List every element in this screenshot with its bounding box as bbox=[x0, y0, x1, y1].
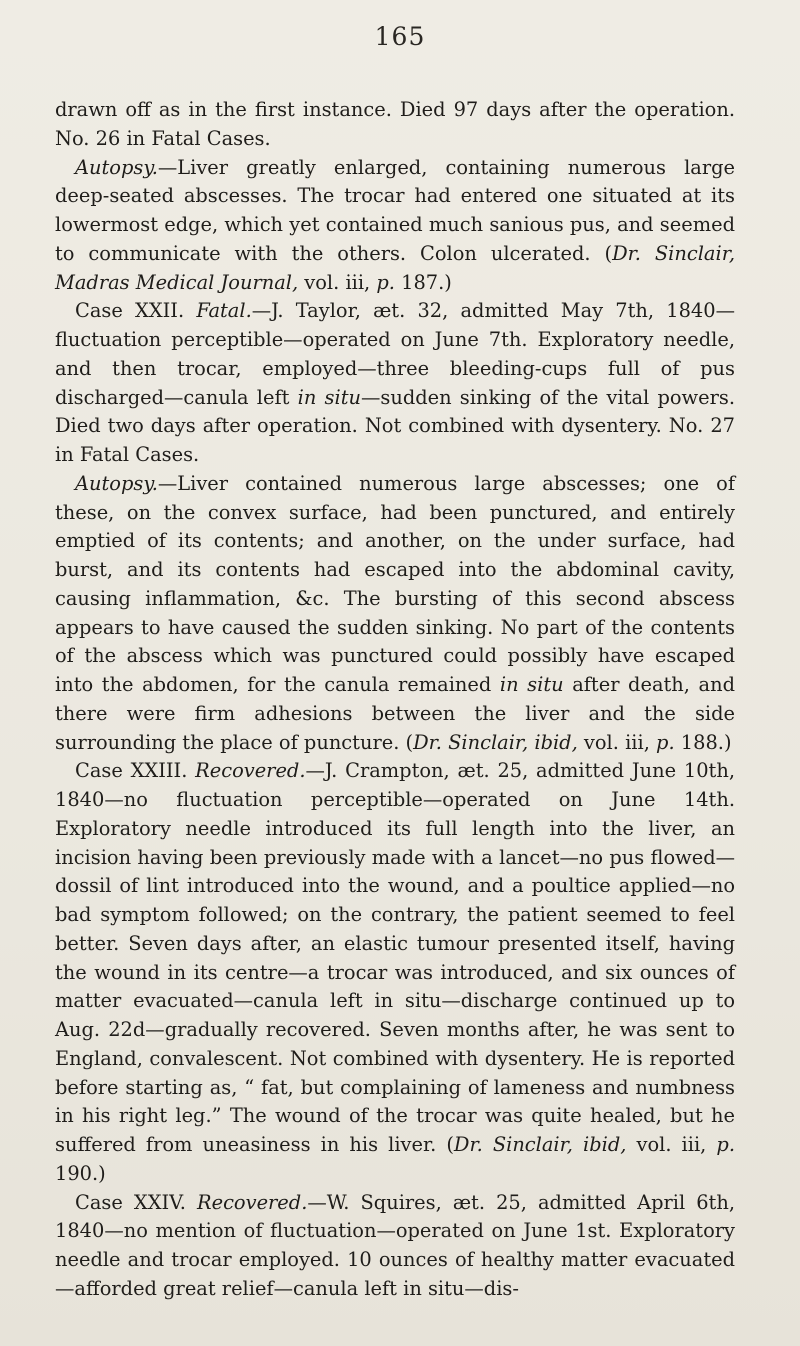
text-run: —sudden sinking of the vital powers. Died two days after operation. Not combined with dysentery. No. 27 in Fatal Cases. bbox=[55, 385, 735, 466]
text-run: —Liver greatly enlarged, containing numerous large deep-seated abscesses. The trocar had entered one situated at its lowermost edge, which yet contained much sanious pus, and seemed to communicate with the others. Colon ulcerated. ( bbox=[55, 155, 735, 265]
text-run: drawn off as in the first instance. Died 97 days after the operation. No. 26 in Fatal Cases. bbox=[55, 98, 735, 150]
italic-text-run: in situ bbox=[499, 673, 564, 696]
text-run: —J. Taylor, æt. 32, admitted May 7th, 1840—fluctuation perceptible—operated on June 7th. Exploratory needle, and then trocar, employed—three bleeding-cups full of pus discharged—canula left bbox=[55, 299, 735, 409]
body-text bbox=[55, 96, 735, 1304]
italic-text-run: p. bbox=[716, 1133, 735, 1156]
paragraph-autopsy-case-21 bbox=[55, 154, 735, 298]
paragraph-autopsy-case-22 bbox=[55, 470, 735, 758]
italic-text-run: p. bbox=[656, 730, 675, 754]
italic-text-run: Dr. Sinclair, ibid, bbox=[413, 730, 578, 754]
paragraph-continuation bbox=[55, 96, 735, 154]
paragraph-case-24 bbox=[55, 1189, 735, 1304]
page-number: 165 bbox=[374, 22, 426, 51]
italic-text-run: p. bbox=[376, 270, 395, 294]
text-run: Case XXII. bbox=[75, 299, 197, 323]
paragraph-case-23 bbox=[55, 757, 735, 1188]
text-run: Case XXIV. bbox=[75, 1190, 197, 1214]
text-run: 188.) bbox=[674, 730, 732, 754]
italic-text-run: Dr. Sinclair, ibid, bbox=[453, 1133, 627, 1156]
text-run: Case XXIII. bbox=[75, 759, 196, 783]
paragraph-case-22 bbox=[55, 297, 735, 470]
italic-text-run: Fatal. bbox=[196, 299, 252, 323]
text-run: 190.) bbox=[55, 1161, 106, 1185]
text-run: 187.) bbox=[394, 270, 452, 294]
text-run: vol. iii, bbox=[577, 730, 657, 754]
text-run: —J. Crampton, æt. 25, admitted June 10th, 1840—no fluctuation perceptible—operated on June 14th. Exploratory needle introduced its full length into the liver, an incision having been previously made with a lancet—no pus flowed—dossil of lint introduced into the wound, and a poultice applied—no bad symptom followed; on the contrary, the patient seemed to feel better. Seven days after, an elastic tumour presented itself, having the wound in its centre—a trocar was introduced, and six ounces of matter evacuated—canula left in situ—discharge continued up to Aug. 22d—gradually recovered. Seven months after, he was sent to England, convalescent. Not combined with dysentery. He is reported before starting as, “ fat, but complaining of lameness and numbness in his right leg.” The wound of the trocar was quite healed, but he suffered from uneasiness in his liver. ( bbox=[55, 759, 735, 1156]
italic-text-run: Dr. Sinclair, Madras Medical Journal, bbox=[55, 241, 735, 294]
italic-text-run: Autopsy. bbox=[75, 155, 158, 179]
text-run: vol. iii, bbox=[626, 1133, 717, 1156]
text-run: —W. Squires, æt. 25, admitted April 6th, 1840—no mention of fluctuation—operated on June 1st. Exploratory needle and trocar employed. 10 ounces of healthy matter evacuated—afforded great relief—canula left in situ—dis- bbox=[55, 1190, 735, 1300]
italic-text-run: Recovered. bbox=[197, 1190, 308, 1214]
text-run: after death, and there were firm adhesions between the liver and the side surrounding the place of puncture. ( bbox=[55, 673, 735, 754]
italic-text-run: in situ bbox=[297, 385, 361, 409]
text-run: vol. iii, bbox=[298, 270, 377, 294]
text-run: —Liver contained numerous large abscesses; one of these, on the convex surface, had been punctured, and entirely emptied of its contents; and another, on the under surface, had burst, and its contents had escaped into the abdominal cavity, causing inflammation, &c. The bursting of this second abscess appears to have caused the sudden sinking. No part of the contents of the abscess which was punctured could possibly have escaped into the abdomen, for the canula remained bbox=[55, 471, 735, 696]
italic-text-run: Recovered. bbox=[195, 759, 306, 783]
italic-text-run: Autopsy. bbox=[75, 471, 158, 495]
